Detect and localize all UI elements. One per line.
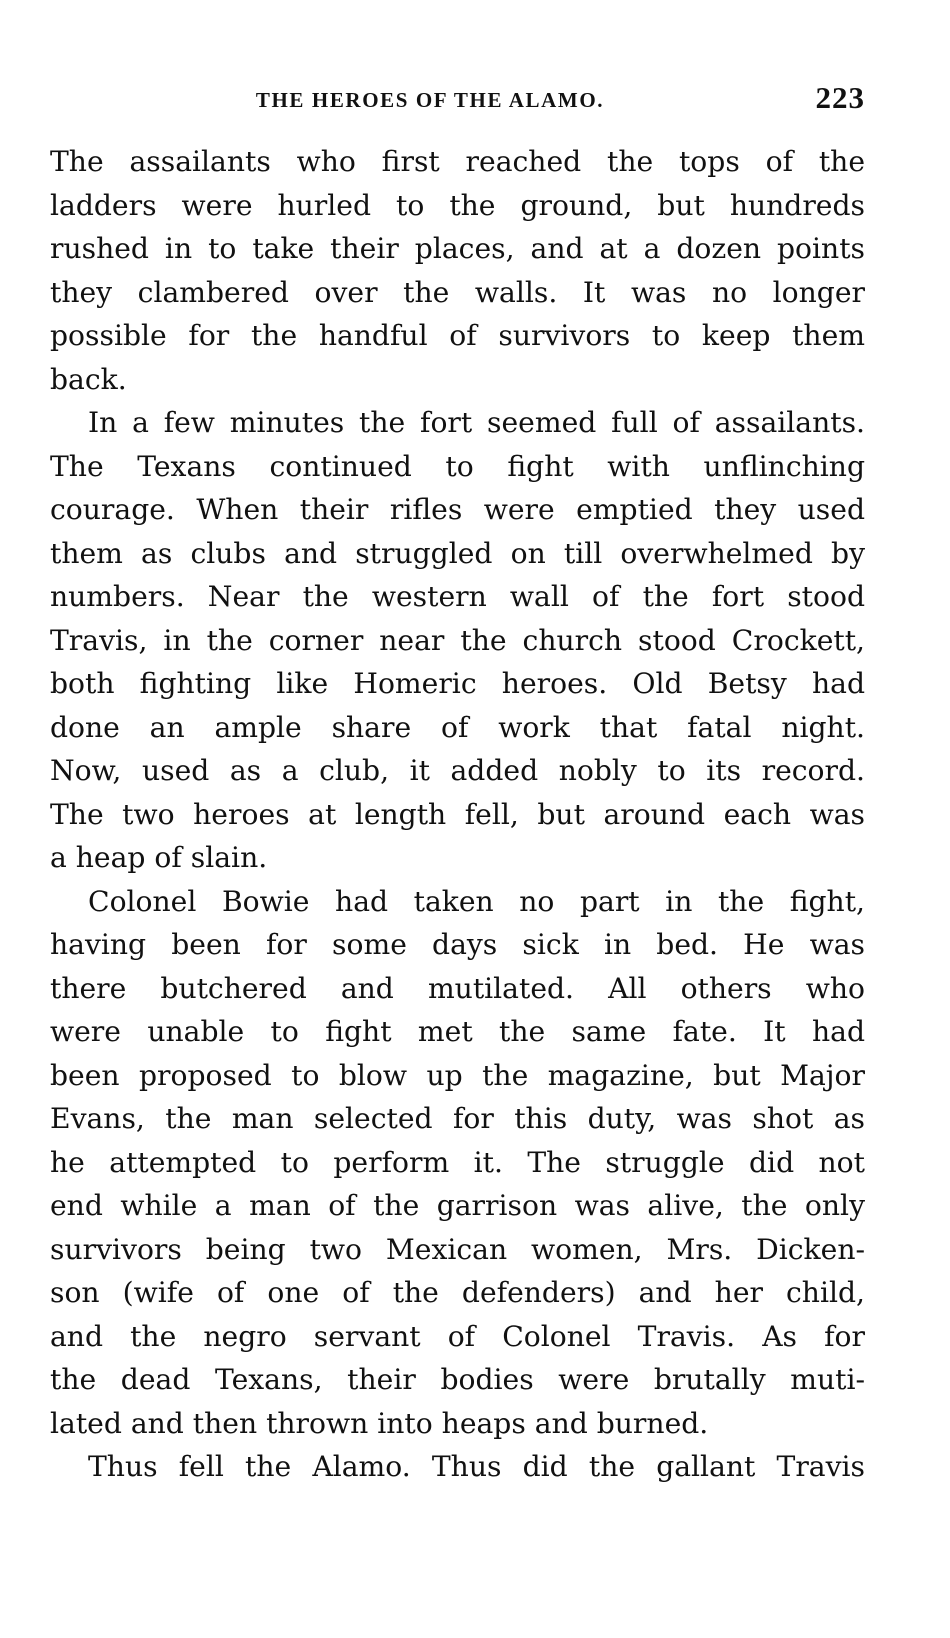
text-line: end while a man of the garrison was alive, the only — [50, 1189, 865, 1222]
text-line: Evans, the man selected for this duty, was shot as — [50, 1102, 865, 1135]
paragraph-1 — [50, 140, 865, 401]
text-line: lated and then thrown into heaps and burned. — [50, 1406, 709, 1440]
text-line: In a few minutes the fort seemed full of assailants. — [88, 406, 865, 439]
text-line: there butchered and mutilated. All others who — [50, 971, 865, 1005]
text-line: he attempted to perform it. The struggle did not — [50, 1145, 865, 1179]
text-line: a heap of slain. — [50, 841, 268, 874]
text-line: and the negro servant of Colonel Travis. As for — [50, 1319, 865, 1353]
text-line: back. — [50, 362, 127, 396]
paragraph-4 — [50, 1445, 865, 1489]
paragraph-2 — [50, 401, 865, 880]
text-line: them as clubs and struggled on till overwhelmed by — [50, 536, 865, 570]
running-head — [50, 80, 865, 120]
text-line: survivors being two Mexican women, Mrs. Dicken- — [50, 1232, 865, 1266]
text-line: son (wife of one of the defenders) and her child, — [50, 1276, 865, 1309]
text-line: having been for some days sick in bed. He was — [50, 928, 865, 961]
text-line: ladders were hurled to the ground, but hundreds — [50, 188, 865, 222]
page-number: 223 — [815, 80, 865, 115]
text-line: The Texans continued to fight with unflinching — [50, 449, 865, 483]
text-line: Travis, in the corner near the church stood Crockett, — [50, 623, 865, 657]
text-line: The two heroes at length fell, but around each was — [50, 797, 865, 831]
text-line: the dead Texans, their bodies were brutally muti- — [50, 1363, 865, 1396]
text-line: both fighting like Homeric heroes. Old Betsy had — [50, 667, 865, 700]
text-line: they clambered over the walls. It was no longer — [50, 275, 865, 309]
body-text — [50, 140, 865, 1489]
text-line: been proposed to blow up the magazine, but Major — [50, 1058, 865, 1092]
text-line: rushed in to take their places, and at a dozen points — [50, 232, 865, 265]
text-line: The assailants who first reached the tops of the — [50, 145, 865, 178]
text-line: were unable to fight met the same fate. It had — [50, 1015, 865, 1048]
text-line: done an ample share of work that fatal night. — [50, 710, 865, 744]
text-line: Colonel Bowie had taken no part in the fight, — [88, 884, 865, 918]
text-line: numbers. Near the western wall of the fort stood — [50, 580, 865, 613]
text-line: possible for the handful of survivors to keep them — [50, 319, 865, 352]
text-line: Now, used as a club, it added nobly to its record. — [50, 754, 865, 787]
text-line: courage. When their rifles were emptied they used — [50, 493, 865, 526]
text-line: Thus fell the Alamo. Thus did the gallant Travis — [88, 1450, 865, 1483]
running-title: THE HEROES OF THE ALAMO. — [255, 88, 605, 112]
paragraph-3 — [50, 880, 865, 1446]
